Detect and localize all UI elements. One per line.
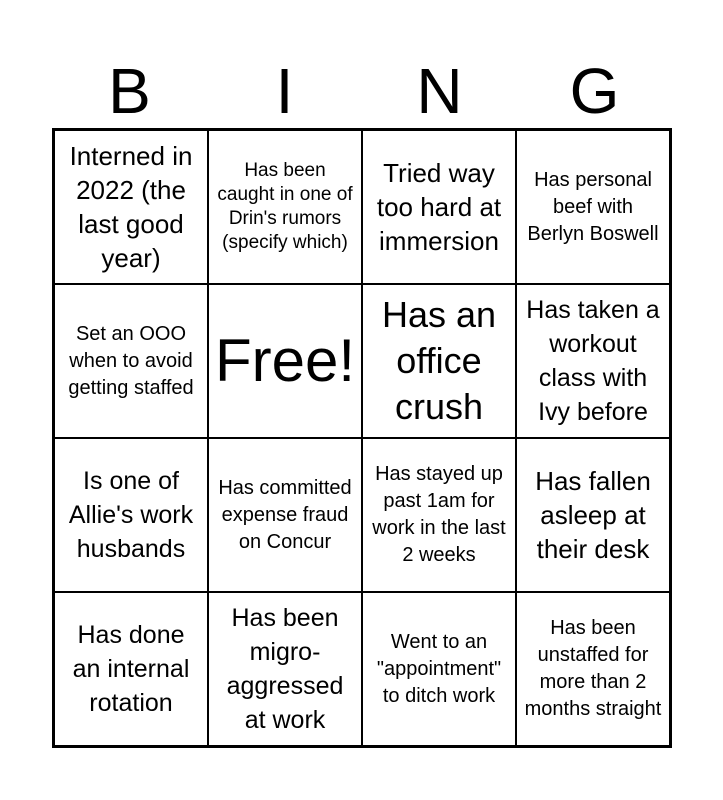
bingo-cell-r2-c1[interactable] xyxy=(54,284,208,438)
bingo-cell-r4-c3[interactable] xyxy=(362,592,516,746)
bingo-cell-r4-c1[interactable] xyxy=(54,592,208,746)
bingo-cell-text: Set an OOO when to avoid getting staffed xyxy=(68,322,194,399)
bingo-cell-text: Tried way too hard at immersion xyxy=(376,158,502,256)
bingo-cell-text: Free! xyxy=(214,327,356,394)
bingo-cell-r3-c4[interactable] xyxy=(516,438,670,592)
header-letter-b: B xyxy=(108,55,151,127)
bingo-cell-text: Has been unstaffed for more than 2 months straight xyxy=(524,617,662,720)
bingo-cell-text: Has personal beef with Berlyn Boswell xyxy=(527,168,659,245)
bingo-cell-text: Interned in 2022 (the last good year) xyxy=(69,141,193,273)
bingo-free-space[interactable] xyxy=(208,284,362,438)
bingo-cell-r1-c2[interactable] xyxy=(208,130,362,284)
bingo-cell-r2-c3[interactable] xyxy=(362,284,516,438)
bingo-cell-text: Has committed expense fraud on Concur xyxy=(218,476,352,553)
bingo-cell-r2-c4[interactable] xyxy=(516,284,670,438)
bingo-cell-r4-c4[interactable] xyxy=(516,592,670,746)
header-letter-n: N xyxy=(416,55,463,127)
bingo-cell-r3-c2[interactable] xyxy=(208,438,362,592)
bingo-cell-r3-c3[interactable] xyxy=(362,438,516,592)
bingo-cell-r4-c2[interactable] xyxy=(208,592,362,746)
bingo-cell-r1-c4[interactable] xyxy=(516,130,670,284)
bingo-cell-text: Has fallen asleep at their desk xyxy=(535,466,651,564)
bingo-board xyxy=(52,128,672,748)
bingo-cell-r1-c3[interactable] xyxy=(362,130,516,284)
bingo-header xyxy=(52,55,672,127)
bingo-cell-text: Has stayed up past 1am for work in the last 2 weeks xyxy=(372,463,506,566)
bingo-cell-text: Has been caught in one of Drin's rumors (specify which) xyxy=(217,160,353,253)
header-letter-i: I xyxy=(275,55,294,127)
bingo-cell-text: Has an office crush xyxy=(381,294,497,427)
bingo-cell-text: Went to an "appointment" to ditch work xyxy=(376,630,502,707)
header-letter-g: G xyxy=(569,55,620,127)
bingo-cell-r1-c1[interactable] xyxy=(54,130,208,284)
bingo-cell-text: Is one of Allie's work husbands xyxy=(68,467,194,563)
bingo-cell-text: Has done an internal rotation xyxy=(72,621,190,717)
bingo-cell-r3-c1[interactable] xyxy=(54,438,208,592)
bingo-cell-text: Has been migro-aggressed at work xyxy=(226,604,344,734)
bingo-cell-text: Has taken a workout class with Ivy before xyxy=(526,296,660,426)
